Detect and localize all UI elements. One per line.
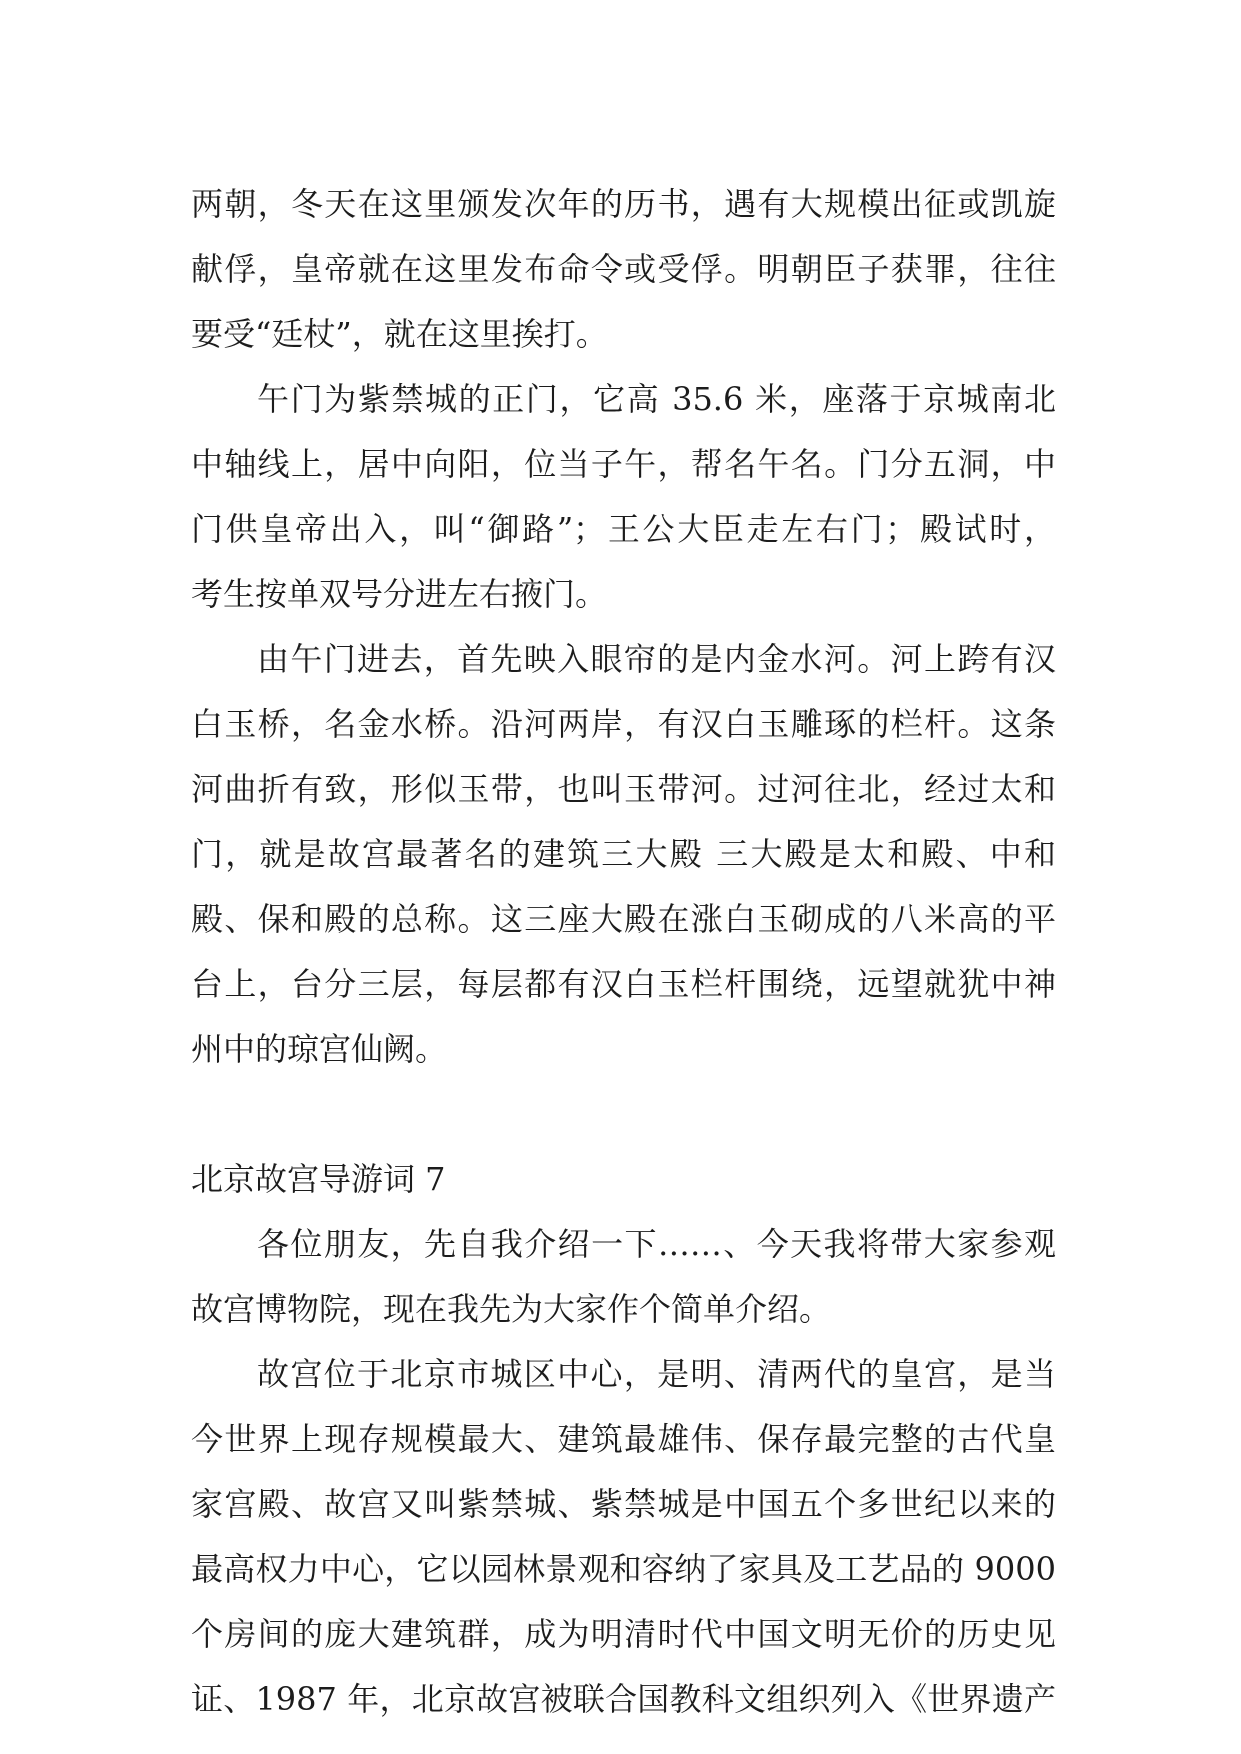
text-line: 家宫殿、故宫又叫紫禁城、紫禁城是中国五个多世纪以来的 [191,1485,1056,1523]
paragraph [191,627,1056,1082]
text-line: 由午门进去，首先映入眼帘的是内金水河。河上跨有汉 [257,640,1056,678]
text-line: 最高权力中心，它以园林景观和容纳了家具及工艺品的 9000 [191,1550,1056,1588]
document-body [191,172,1056,1732]
text-line: 河曲折有致，形似玉带，也叫玉带河。过河往北，经过太和 [191,770,1056,808]
text-line: 白玉桥，名金水桥。沿河两岸，有汉白玉雕琢的栏杆。这条 [191,705,1056,743]
text-line: 要受“廷杖”，就在这里挨打。 [191,315,608,353]
text-line: 故宫位于北京市城区中心，是明、清两代的皇宫，是当 [257,1355,1056,1393]
text-line: 殿、保和殿的总称。这三座大殿在涨白玉砌成的八米高的平 [191,900,1056,938]
paragraph [191,1212,1056,1342]
paragraph [191,367,1056,627]
blank-line [191,1082,1056,1147]
text-line: 两朝，冬天在这里颁发次年的历书，遇有大规模出征或凯旋 [191,185,1056,223]
text-line: 献俘，皇帝就在这里发布命令或受俘。明朝臣子获罪，往往 [191,250,1056,288]
text-line: 门，就是故宫最著名的建筑三大殿 三大殿是太和殿、中和 [191,835,1056,873]
section-title: 北京故宫导游词 7 [191,1160,446,1198]
text-line: 午门为紫禁城的正门，它高 35.6 米，座落于京城南北 [257,380,1056,418]
text-line: 各位朋友，先自我介绍一下……、今天我将带大家参观 [257,1225,1056,1263]
text-line: 故宫博物院，现在我先为大家作个简单介绍。 [191,1290,832,1328]
paragraph [191,172,1056,367]
text-line: 州中的琼宫仙阙。 [191,1030,448,1068]
paragraph [191,1342,1056,1732]
text-line: 考生按单双号分进左右掖门。 [191,575,608,613]
text-line: 门供皇帝出入，叫“御路”；王公大臣走左右门；殿试时， [191,510,1056,548]
text-line: 证、1987 年，北京故宫被联合国教科文组织列入《世界遗产 [191,1680,1056,1718]
text-line: 中轴线上，居中向阳，位当子午，帮名午名。门分五洞，中 [191,445,1056,483]
text-line: 今世界上现存规模最大、建筑最雄伟、保存最完整的古代皇 [191,1420,1056,1458]
text-line: 个房间的庞大建筑群，成为明清时代中国文明无价的历史见 [191,1615,1056,1653]
text-line: 台上，台分三层，每层都有汉白玉栏杆围绕，远望就犹中神 [191,965,1056,1003]
